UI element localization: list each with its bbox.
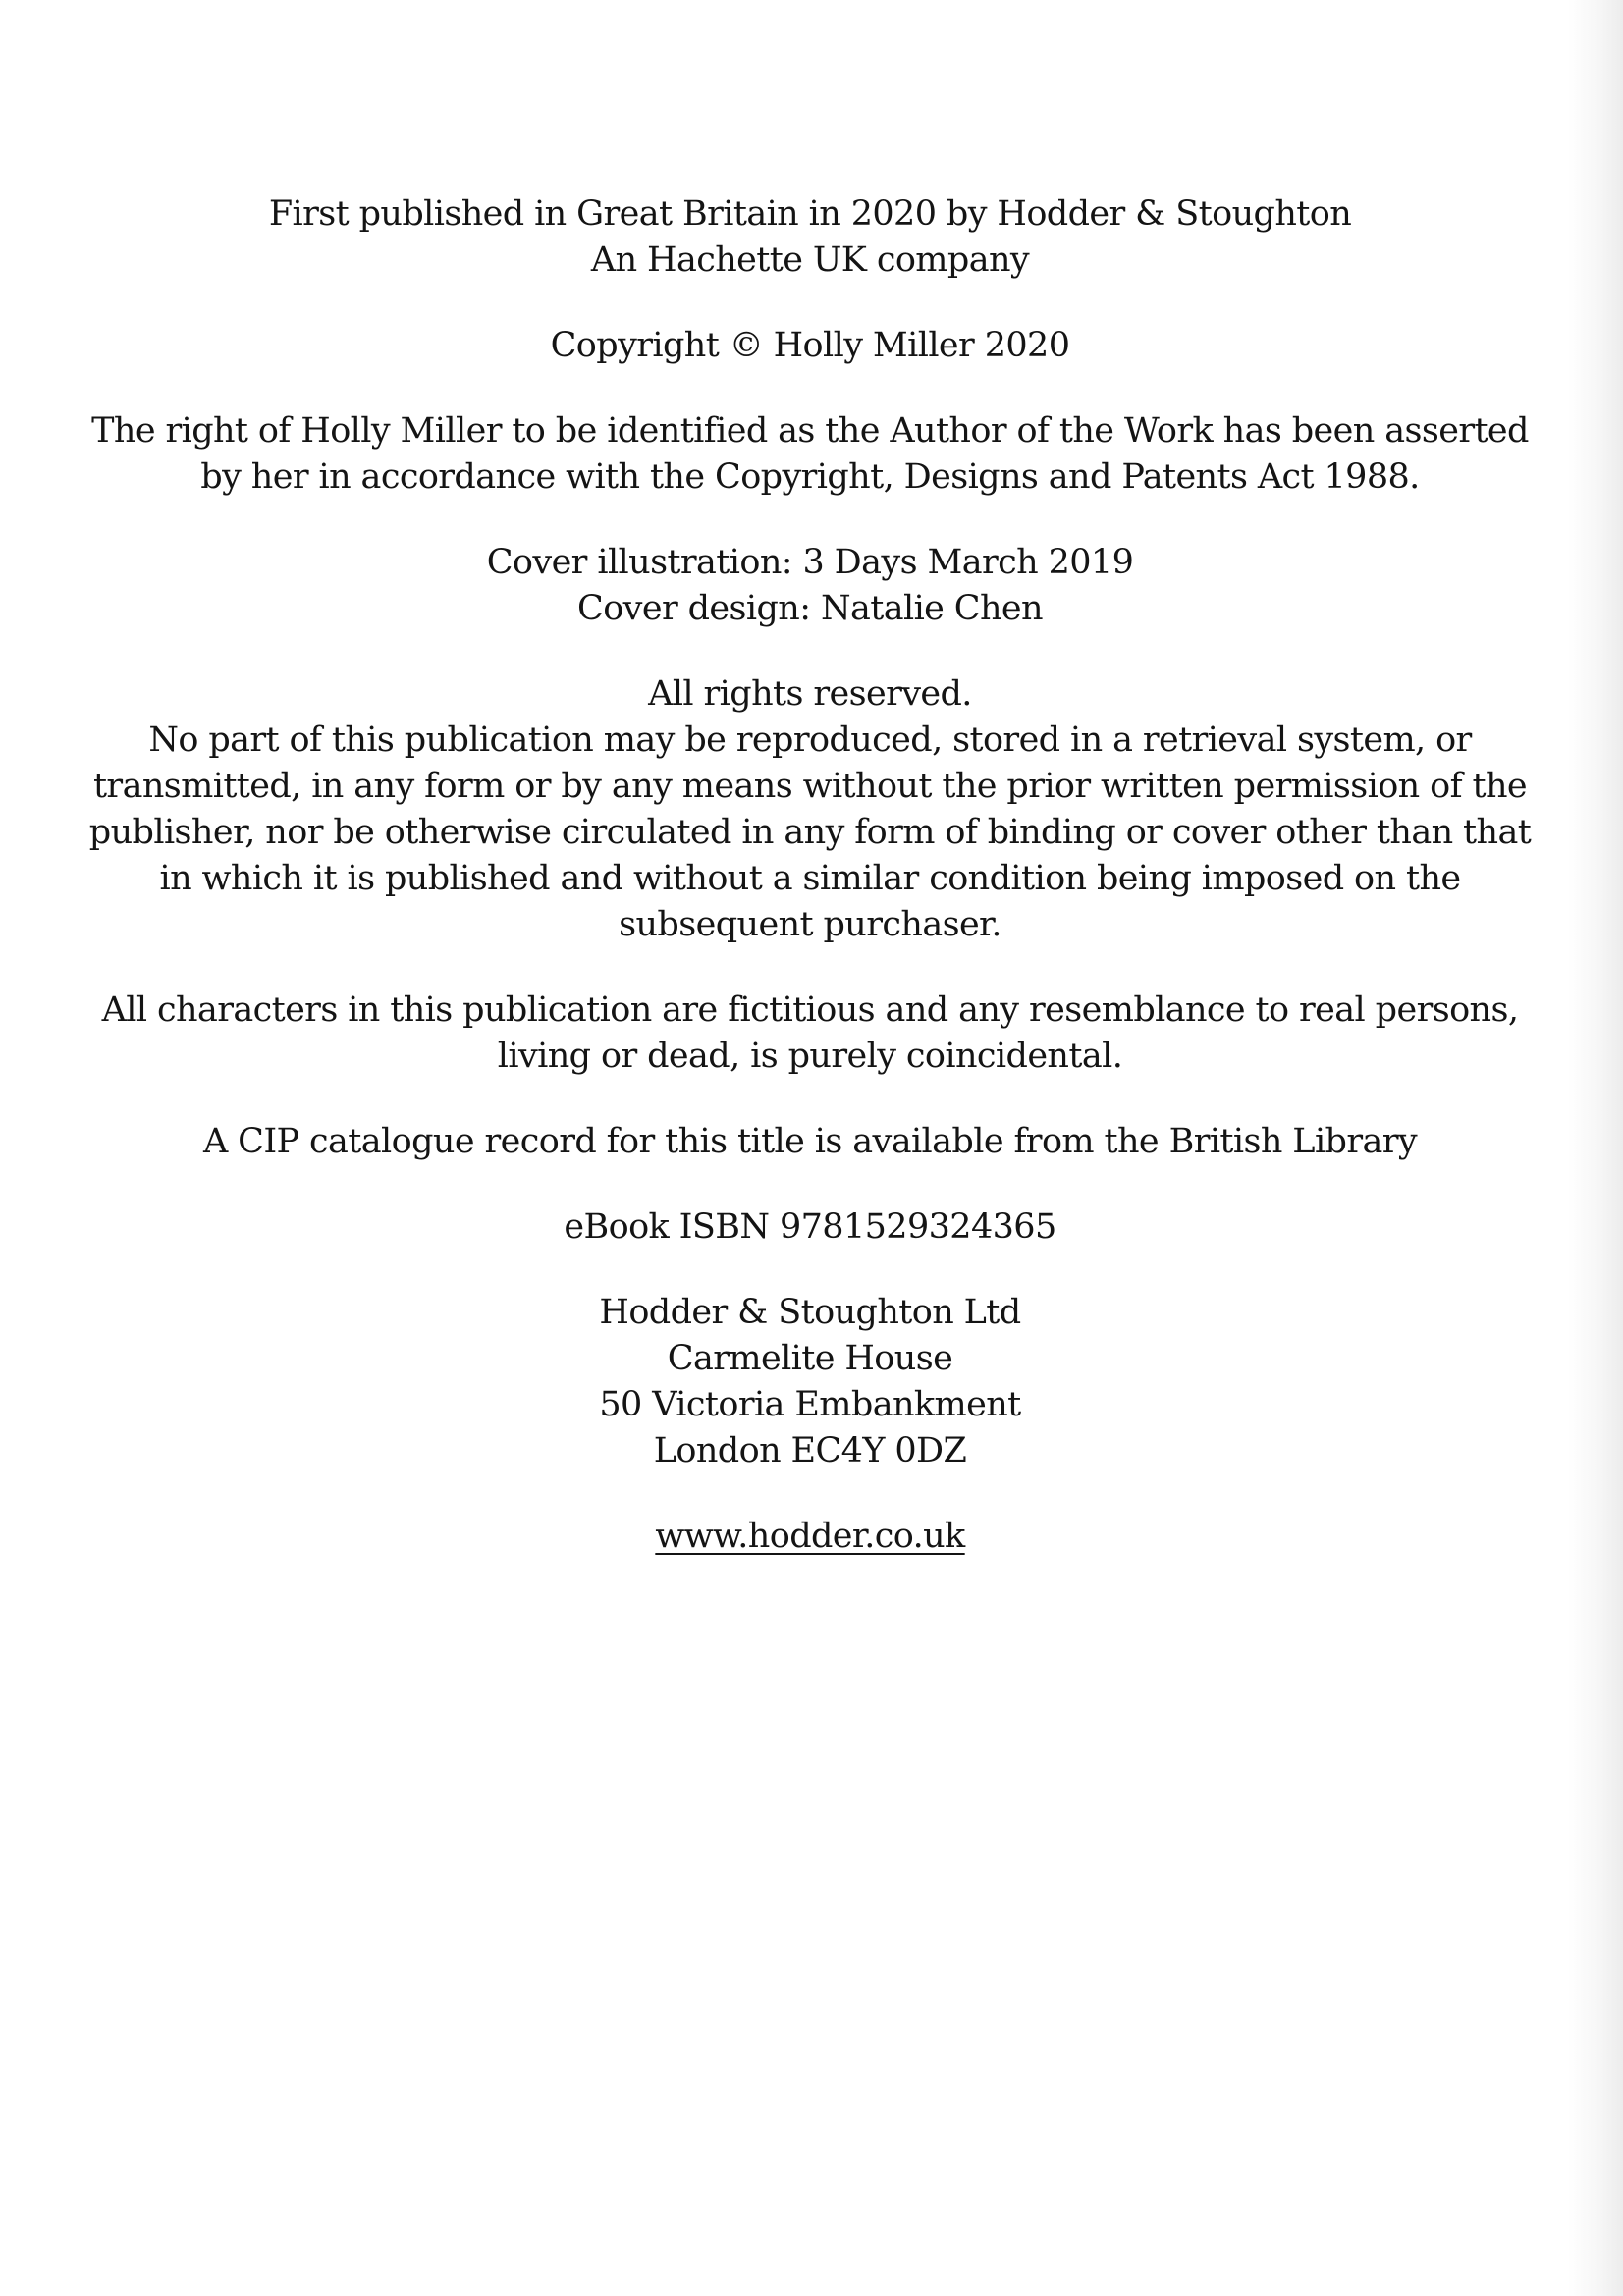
publication-block [39, 191, 1581, 284]
cover-illustration-credit: Cover illustration: 3 Days March 2019 [486, 543, 1134, 582]
publication-line: First published in Great Britain in 2020 by Hodder & Stoughton [268, 194, 1352, 234]
address-company: Hodder & Stoughton Ltd [599, 1293, 1021, 1332]
copyright-line: Copyright © Holly Miller 2020 [550, 326, 1070, 365]
isbn-block [39, 1204, 1581, 1251]
website-block [39, 1514, 1581, 1560]
cip-line: A CIP catalogue record for this title is available from the British Library [202, 1122, 1418, 1161]
cip-notice [39, 1119, 1581, 1165]
isbn-line: eBook ISBN 9781529324365 [564, 1207, 1056, 1247]
fiction-notice-line: All characters in this publication are fictitious and any resemblance to real persons, [101, 990, 1519, 1030]
rights-line: No part of this publication may be reproduced, stored in a retrieval system, or [148, 721, 1472, 760]
publisher-company-line: An Hachette UK company [590, 240, 1030, 280]
address-street: 50 Victoria Embankment [599, 1385, 1021, 1424]
rights-line: in which it is published and without a similar condition being imposed on the [159, 859, 1461, 898]
cover-credits [39, 540, 1581, 632]
moral-right-line: The right of Holly Miller to be identified as the Author of the Work has been asserted [91, 411, 1529, 451]
address-building: Carmelite House [667, 1339, 953, 1378]
fiction-notice-line: living or dead, is purely coincidental. [497, 1037, 1123, 1076]
rights-line: subsequent purchaser. [619, 905, 1001, 944]
rights-block [39, 671, 1581, 948]
cover-design-credit: Cover design: Natalie Chen [577, 589, 1043, 628]
rights-line: publisher, nor be otherwise circulated in any form of binding or cover other than that [88, 813, 1532, 852]
copyright-notice [39, 323, 1581, 369]
website-link[interactable]: www.hodder.co.uk [655, 1517, 965, 1556]
fiction-notice [39, 988, 1581, 1080]
publisher-address [39, 1290, 1581, 1474]
address-city: London EC4Y 0DZ [653, 1431, 967, 1470]
moral-right-block [39, 408, 1581, 501]
copyright-text [39, 191, 1581, 1560]
moral-right-line: by her in accordance with the Copyright, Designs and Patents Act 1988. [200, 457, 1420, 497]
rights-line: transmitted, in any form or by any means without the prior written permission of the [92, 767, 1528, 806]
rights-heading: All rights reserved. [648, 674, 972, 714]
